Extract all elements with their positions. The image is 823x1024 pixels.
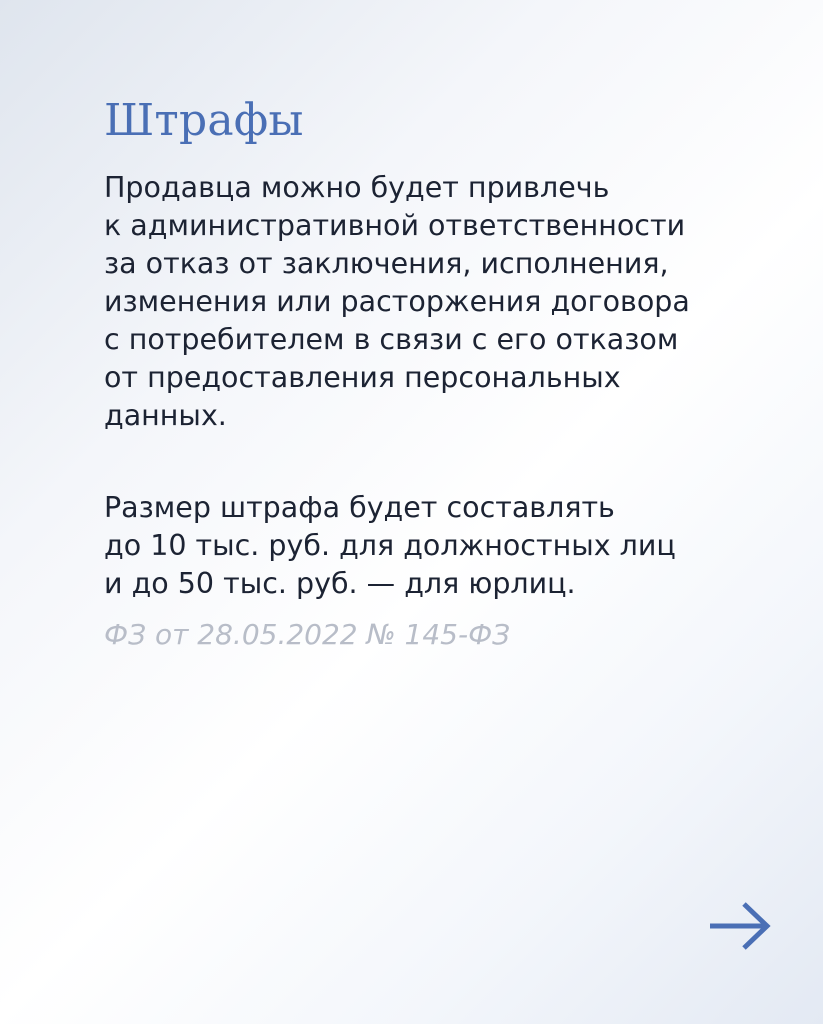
text-line: изменения или расторжения договора — [104, 285, 690, 318]
text-line: к административной ответственности — [104, 209, 686, 242]
arrow-right-icon[interactable] — [704, 896, 774, 956]
text-line: и до 50 тыс. руб. — для юрлиц. — [104, 567, 576, 600]
law-citation: ФЗ от 28.05.2022 № 145-ФЗ — [104, 618, 511, 651]
text-line: за отказ от заключения, исполнения, — [104, 247, 669, 280]
text-line: Продавца можно будет привлечь — [104, 171, 610, 204]
text-line: с потребителем в связи с его отказом — [104, 323, 679, 356]
paragraph-fine-amount — [104, 489, 676, 603]
text-line: до 10 тыс. руб. для должностных лиц — [104, 529, 676, 562]
text-line: Размер штрафа будет составлять — [104, 491, 615, 524]
text-line: от предоставления персональных — [104, 361, 621, 394]
arrow-right-icon-graphic — [704, 896, 774, 956]
text-line: данных. — [104, 399, 227, 432]
paragraph-liability — [104, 169, 690, 435]
slide-title: Штрафы — [104, 95, 304, 146]
